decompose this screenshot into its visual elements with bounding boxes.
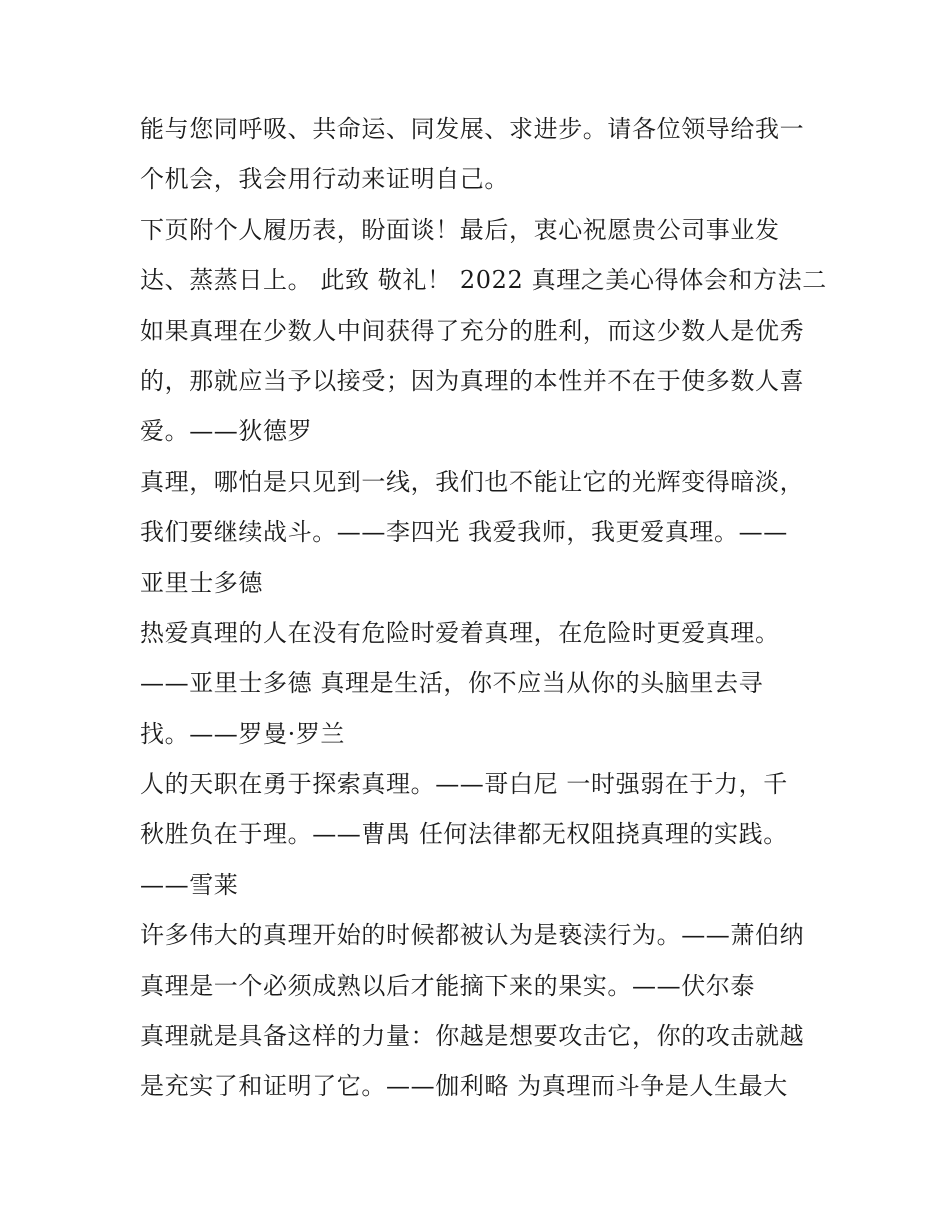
text-line: ——亚里士多德 真理是生活，你不应当从你的头脑里去寻 bbox=[140, 669, 764, 698]
text-line: 热爱真理的人在没有危险时爱着真理，在危险时更爱真理。 bbox=[140, 618, 780, 647]
text-line: 许多伟大的真理开始的时候都被认为是亵渎行为。——萧伯纳 bbox=[140, 921, 805, 950]
text-line: 个机会，我会用行动来证明自己。 bbox=[140, 165, 509, 194]
text-line: 如果真理在少数人中间获得了充分的胜利，而这少数人是优秀 bbox=[140, 316, 805, 345]
text-line: 能与您同呼吸、共命运、同发展、求进步。请各位领导给我一 bbox=[140, 115, 805, 143]
text-line: 真理是一个必须成熟以后才能摘下来的果实。——伏尔泰 bbox=[140, 971, 755, 1000]
text-line: ——雪莱 bbox=[140, 870, 239, 899]
text-line: 是充实了和证明了它。——伽利略 为真理而斗争是人生最大 bbox=[140, 1072, 788, 1101]
text-line: 下页附个人履历表，盼面谈！最后，衷心祝愿贵公司事业发 bbox=[140, 215, 780, 244]
text-line: 达、蒸蒸日上。 此致 敬礼！ 2022 真理之美心得体会和方法二 bbox=[140, 266, 827, 295]
text-line: 找。——罗曼·罗兰 bbox=[140, 719, 346, 748]
text-line: 的，那就应当予以接受；因为真理的本性并不在于使多数人喜 bbox=[140, 366, 805, 395]
text-line: 我们要继续战斗。——李四光 我爱我师，我更爱真理。—— bbox=[140, 518, 788, 547]
text-line: 亚里士多德 bbox=[140, 568, 263, 597]
text-line: 秋胜负在于理。——曹禺 任何法律都无权阻挠真理的实践。 bbox=[140, 820, 788, 849]
text-line: 人的天职在勇于探索真理。——哥白尼 一时强弱在于力，千 bbox=[140, 770, 788, 799]
text-line: 爱。——狄德罗 bbox=[140, 417, 313, 446]
text-line: 真理，哪怕是只见到一线，我们也不能让它的光辉变得暗淡， bbox=[140, 467, 805, 496]
body-text bbox=[140, 104, 827, 1112]
text-line: 真理就是具备这样的力量：你越是想要攻击它，你的攻击就越 bbox=[140, 1022, 805, 1051]
